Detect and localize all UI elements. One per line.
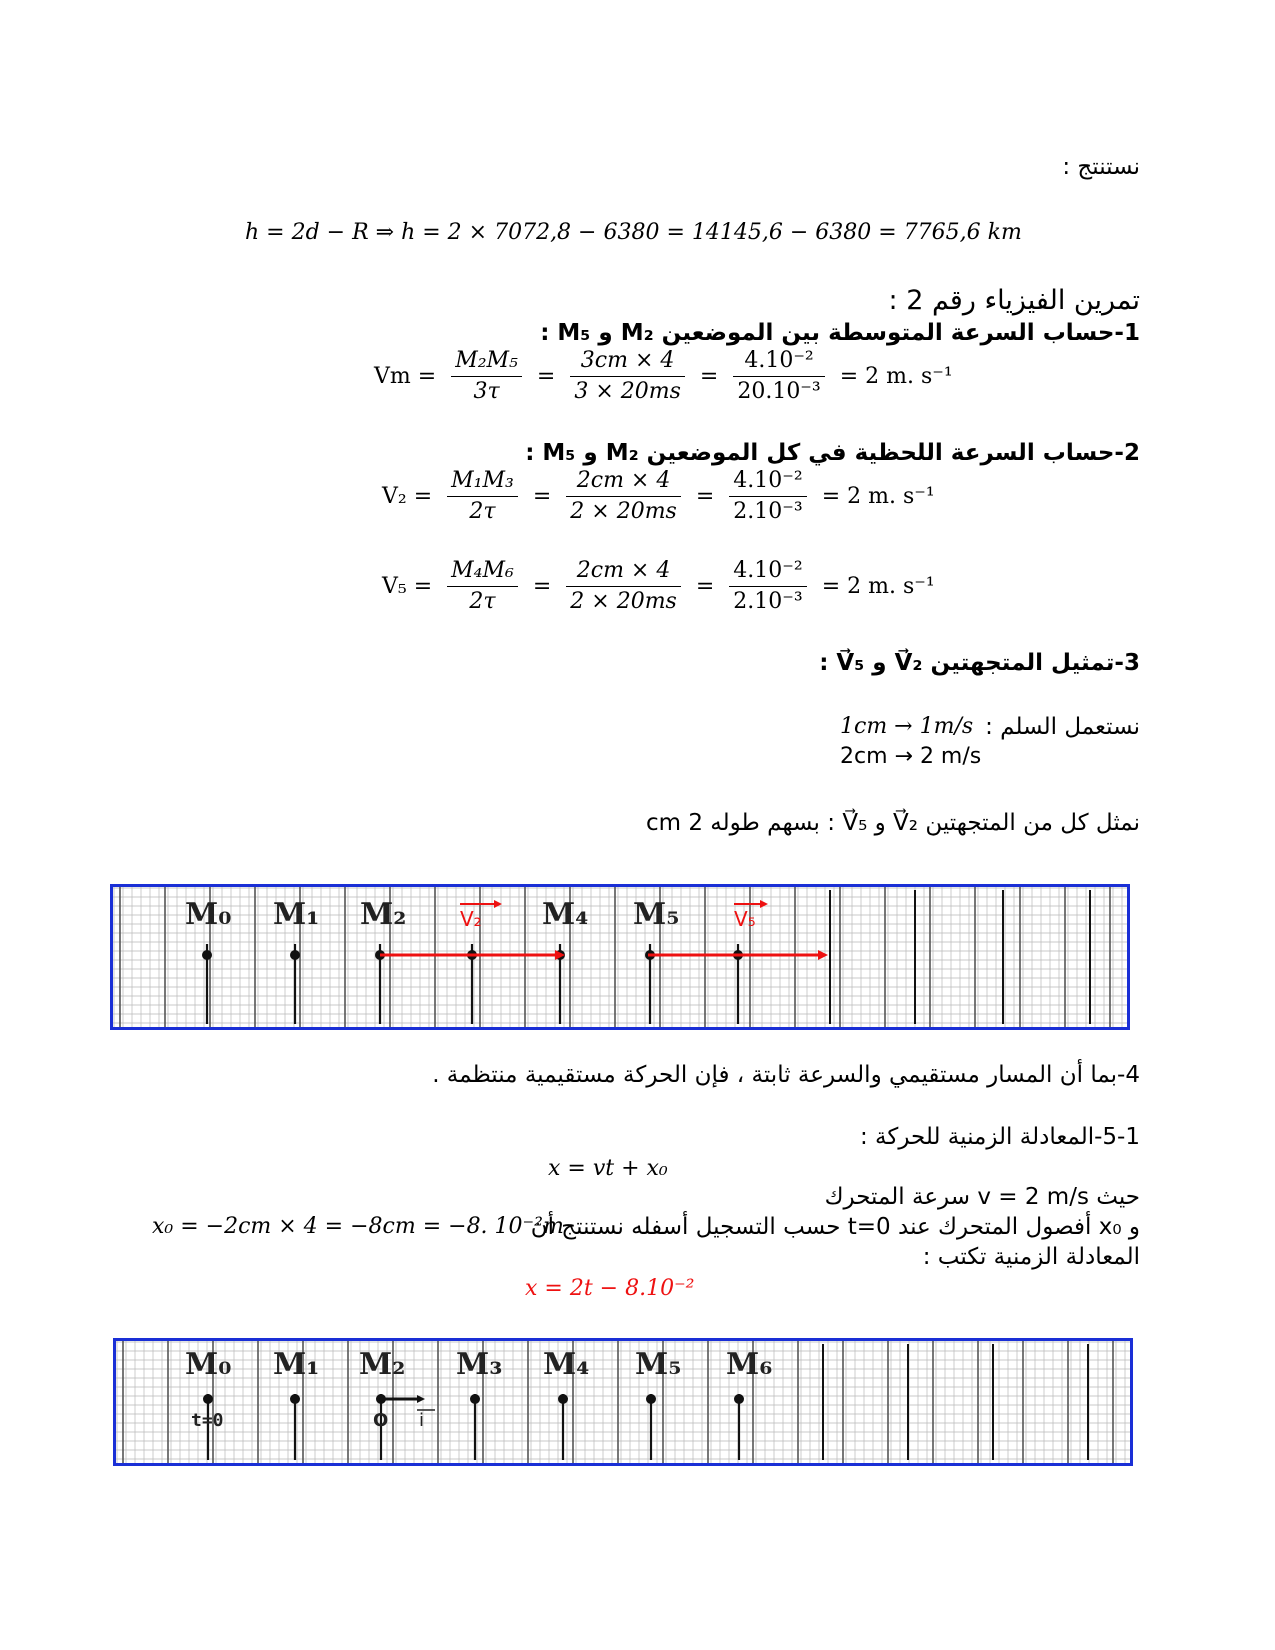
- tape-1-label-m4: M₄: [542, 897, 589, 932]
- scale-1: 1cm → 1m/s: [840, 714, 974, 739]
- tape-1-label-v2: V₂: [460, 907, 482, 931]
- exercise-title: تمرين الفيزياء رقم 2 :: [888, 285, 1140, 316]
- tape-2-diagram: [113, 1338, 1133, 1466]
- tape-2-label-m5: M₅: [635, 1347, 682, 1382]
- q5-written: المعادلة الزمنية تكتب :: [922, 1244, 1140, 1270]
- tape-2-dot-1: [290, 1394, 300, 1404]
- tape-2-label-m0: M₀: [185, 1347, 232, 1382]
- tape-1-label-m5: M₅: [633, 897, 680, 932]
- scale-2: 2cm → 2 m/s: [840, 744, 982, 769]
- q5-x0-formula: x₀ = −2cm × 4 = −8cm = −8. 10⁻²m: [152, 1214, 564, 1239]
- q2-v2-formula: V₂ = $\frac{\text{M₁M₃}}{2\tau}$ = $\frac{2cm \times 4}{2 \times 20ms}$ = $\frac{\text{4.10⁻²}}{\text{2.10⁻³}}$ = 2 m. s⁻¹: [382, 468, 935, 524]
- conclusion-label: نستنتج :: [1062, 154, 1140, 180]
- tape-2-dot-5: [646, 1394, 656, 1404]
- q5-formula: x = vt + x₀: [548, 1156, 668, 1181]
- q5-x0-text: و x₀ أفصول المتحرك عند t=0 حسب التسجيل أسفله نستنتج أن: [530, 1214, 1140, 1240]
- q5-title: 5-1-المعادلة الزمنية للحركة :: [860, 1124, 1140, 1150]
- tape-1-diagram: [110, 884, 1130, 1030]
- tape-1-label-m0: M₀: [185, 897, 232, 932]
- q3-title: 3-تمثيل المتجهتين V⃗₂ و V⃗₅ :: [819, 650, 1140, 676]
- conclusion-formula: h = 2d − R ⇒ h = 2 × 7072,8 − 6380 = 14145,6 − 6380 = 7765,6 km: [245, 220, 1022, 245]
- q5-final-equation: x = 2t − 8.10⁻²: [525, 1276, 695, 1301]
- q3-represent: نمثل كل من المتجهتين V⃗₂ و V⃗₅ : بسهم طوله 2 cm: [645, 810, 1140, 836]
- scale-label: نستعمل السلم :: [985, 714, 1140, 740]
- q2-v5-formula: V₅ = $\frac{\text{M₄M₆}}{2\tau}$ = $\frac{2cm \times 4}{2 \times 20ms}$ = $\frac{\text{4.10⁻²}}{\text{2.10⁻³}}$ = 2 m. s⁻¹: [382, 558, 935, 614]
- tape-1-label-m1: M₁: [273, 897, 320, 932]
- tape-2-dot-3: [470, 1394, 480, 1404]
- q5-speed-line: حيث v = 2 m/s سرعة المتحرك: [824, 1184, 1140, 1210]
- tape-2-t0-label: t=0: [191, 1410, 224, 1431]
- tape-2-label-m4: M₄: [543, 1347, 590, 1382]
- tape-2-label-m3: M₃: [456, 1347, 503, 1382]
- tape-1-label-v5: V₅: [734, 907, 756, 931]
- tape-1-dot-0: [202, 950, 212, 960]
- tape-2-origin-label: O: [373, 1410, 389, 1431]
- tape-2-dot-4: [558, 1394, 568, 1404]
- tape-1-label-m2: M₂: [360, 897, 407, 932]
- tape-2-unit-vector-label: i: [419, 1410, 425, 1431]
- tape-2-label-m1: M₁: [273, 1347, 320, 1382]
- tape-2-label-m6: M₆: [726, 1347, 773, 1382]
- q1-formula: Vm = $\frac{\text{M₂M₅}}{3\tau}$ = $\frac{3cm \times 4}{3 \times 20ms}$ = $\frac{\text{4.10⁻²}}{\text{20.10⁻³}}$ = 2 m. s⁻¹: [374, 348, 953, 404]
- tape-2-dot-6: [734, 1394, 744, 1404]
- q2-title: 2-حساب السرعة اللحظية في كل الموضعين M₂ و M₅ :: [525, 440, 1140, 466]
- tape-1-dot-1: [290, 950, 300, 960]
- q4-text: 4-بما أن المسار مستقيمي والسرعة ثابتة ، فإن الحركة مستقيمية منتظمة .: [432, 1062, 1140, 1088]
- tape-2-label-m2: M₂: [359, 1347, 406, 1382]
- q1-title: 1-حساب السرعة المتوسطة بين الموضعين M₂ و M₅ :: [540, 320, 1140, 346]
- tape-2-dot-0: [203, 1394, 213, 1404]
